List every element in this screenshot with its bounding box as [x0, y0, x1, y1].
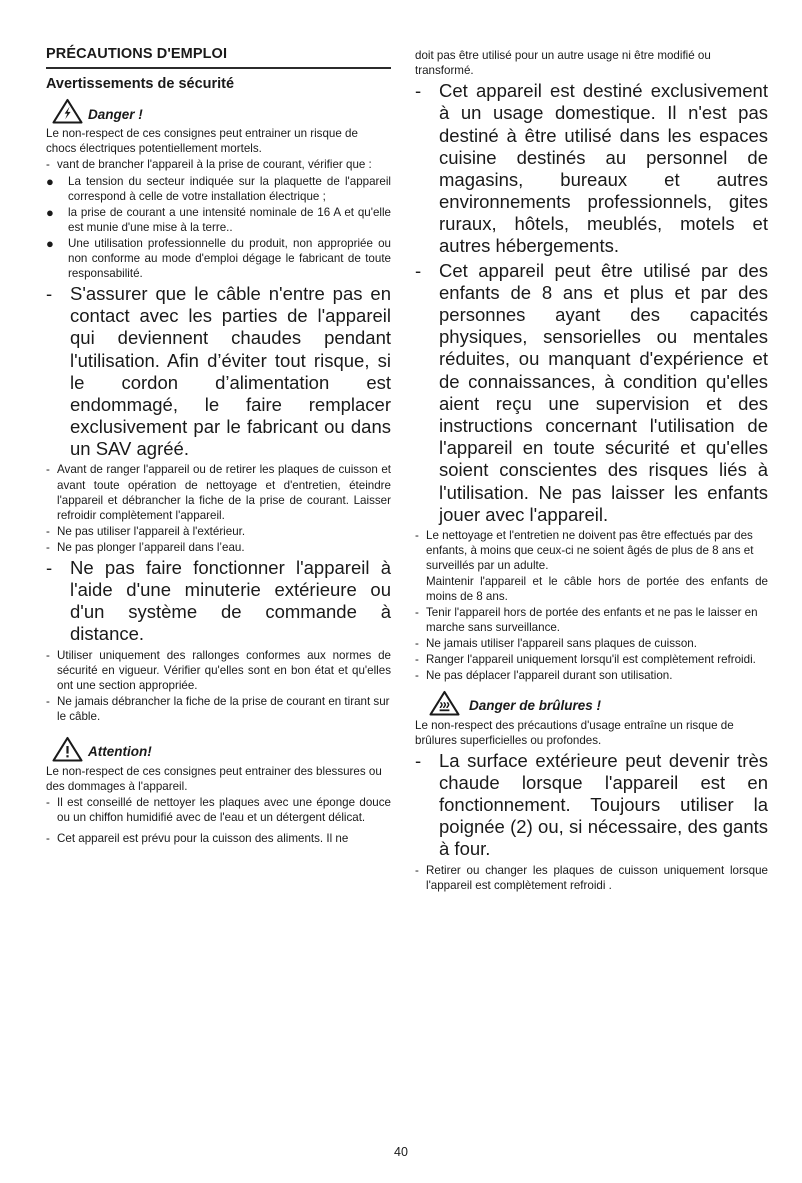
list-marker: -: [415, 259, 422, 281]
list-item-text: Utiliser uniquement des rallonges conformes aux normes de sécurité en vigueur. Vérifier qu'elles sont en bon état et qu'elles ont une section appropriée.: [57, 648, 391, 692]
list-marker: -: [415, 863, 419, 877]
list-marker: -: [415, 528, 419, 542]
list-item-text: Maintenir l'appareil et le câble hors de portée des enfants de moins de 8 ans.: [426, 575, 768, 604]
list-marker: -: [46, 524, 50, 538]
list-marker: -: [415, 749, 422, 771]
list-item: [46, 648, 391, 693]
list-item-text: Cet appareil peut être utilisé par des enfants de 8 ans et plus et par des personnes ayant des capacités physiques, sensorielles ou mentales réduites, ou manquant d'expérience et de connaissances, à condition qu'elles aient reçu une supervision et des instructions concernant l'utilisation de l'appareil en toute sécurité et qu'elles soient conscientes des risques liés à l'utilisation. Ne pas laisser les enfants jouer avec l'appareil.: [439, 259, 768, 525]
list-item-emphasised: [46, 283, 391, 461]
list-item: [46, 795, 391, 825]
list-marker: [415, 574, 426, 604]
list-item-text: vant de brancher l'appareil à la prise de courant, vérifier que :: [57, 158, 372, 172]
list-item-text: Le nettoyage et l'entretien ne doivent pas être effectués par des enfants, à moins que ceux-ci ne soient âgés de plus de 8 ans et surveillés par un adulte.: [426, 528, 754, 572]
list-marker: -: [415, 637, 419, 651]
list-item-text: Ne pas déplacer l'appareil durant son utilisation.: [426, 669, 673, 683]
list-item: [415, 863, 768, 893]
list-item-text: S'assurer que le câble n'entre pas en contact avec les parties de l'appareil qui deviennent chaudes pendant l'utilisation. Afin d’éviter tout risque, si le cordon d’alimentation est endommagé, le faire remplacer exclusivement par le fabricant ou dans un SAV agréé.: [70, 282, 391, 460]
burns-label: Danger de brûlures !: [469, 697, 602, 713]
list-item: [46, 205, 391, 235]
page-number: 40: [394, 1145, 408, 1159]
list-item-text: Ranger l'appareil uniquement lorsqu'il est complètement refroidi.: [426, 653, 756, 667]
list-item-text: Tenir l'appareil hors de portée des enfants et ne pas le laisser en marche sans surveillance.: [426, 606, 758, 635]
list-item-text: Ne pas utiliser l'appareil à l'extérieur.: [57, 524, 246, 538]
warning-triangle-hot-surface-icon: [429, 690, 460, 716]
attention-intro-text: Le non-respect de ces consignes peut entrainer des blessures ou des dommages à l'appareil.: [46, 764, 382, 793]
list-item-text: Une utilisation professionnelle du produit, non appropriée ou non conforme au mode d'emploi dégage le fabricant de toute responsabilité.: [68, 236, 391, 280]
list-item-text: Cet appareil est destiné exclusivement à un usage domestique. Il n'est pas destiné à être utilisé dans les espaces cuisine destinés au personnel de magasins, bureaux et autres environnements professionnels, gites ruraux, hôtels, meublés, motels et autres hébergements.: [439, 80, 768, 257]
attention-label: Attention!: [88, 744, 152, 760]
page-title: PRÉCAUTIONS D'EMPLOI: [46, 46, 391, 69]
list-item-emphasised: [415, 80, 768, 258]
burns-intro-text: Le non-respect des précautions d'usage entraîne un risque de brûlures superficielles ou profondes.: [415, 718, 734, 747]
list-item-text: Ne pas faire fonctionner l'appareil à l'aide d'une minuterie extérieure ou d'un système de commande à distance.: [70, 556, 391, 645]
danger-warning-header: [52, 98, 391, 124]
list-item: [46, 174, 391, 204]
list-item-text: Retirer ou changer les plaques de cuisson uniquement lorsque l'appareil est complètement refroidi .: [426, 863, 768, 892]
bullet-marker: ●: [46, 204, 54, 220]
right-column: [415, 46, 768, 894]
list-item: [46, 540, 391, 555]
list-marker: -: [415, 669, 419, 683]
list-item: [415, 636, 768, 651]
list-item: [46, 236, 391, 281]
list-marker: -: [46, 556, 53, 578]
list-item-text: Ne jamais utiliser l'appareil sans plaques de cuisson.: [426, 637, 697, 651]
list-item-text: La tension du secteur indiquée sur la plaquette de l'appareil correspond à celle de votre installation électrique ;: [68, 174, 391, 203]
warning-triangle-electric-shock-icon: [52, 98, 83, 124]
bullet-marker: ●: [46, 173, 54, 189]
list-marker: -: [415, 653, 419, 667]
list-marker: -: [46, 158, 50, 172]
list-item-text: Ne pas plonger l’appareil dans l’eau.: [57, 540, 245, 554]
list-marker: -: [46, 648, 50, 662]
list-item-emphasised: [46, 557, 391, 646]
list-marker: -: [46, 540, 50, 554]
list-item-text: Avant de ranger l'appareil ou de retirer les plaques de cuisson et avant toute opération de nettoyage et d'entretien, éteindre l'appareil et débrancher la fiche de la prise de courant. Laisser refroidir complètement l'appareil.: [57, 463, 391, 522]
list-marker: -: [46, 694, 50, 708]
list-item-text: Il est conseillé de nettoyer les plaques avec une éponge douce ou un chiffon humidifié avec de l'eau et un détergent délicat.: [57, 796, 391, 825]
list-marker: -: [46, 463, 50, 477]
list-item-emphasised: [415, 750, 768, 861]
section-subtitle: Avertissements de sécurité: [46, 75, 235, 92]
list-marker: -: [46, 832, 50, 846]
list-item: [415, 605, 768, 635]
bullet-marker: ●: [46, 235, 54, 251]
burns-warning-header: [429, 690, 768, 716]
list-item: [415, 528, 768, 573]
list-item-text: la prise de courant a une intensité nominale de 16 A et qu'elle est munie d'une mise à la terre..: [68, 205, 391, 234]
list-item-text: Ne jamais débrancher la fiche de la prise de courant en tirant sur le câble.: [57, 694, 390, 723]
danger-label: Danger !: [88, 106, 143, 122]
list-marker: -: [46, 282, 53, 304]
list-item: [415, 574, 768, 604]
list-item-text: La surface extérieure peut devenir très chaude lorsque l'appareil est en fonctionnement. Toujours utiliser la poignée (2) ou, si nécessaire, des gants à four.: [439, 749, 768, 860]
list-item-emphasised: [415, 260, 768, 526]
two-column-body: [46, 46, 768, 894]
warning-triangle-exclamation-icon: [52, 736, 83, 762]
list-item: [46, 524, 391, 539]
list-marker: -: [415, 80, 422, 102]
list-item: [415, 668, 768, 683]
list-item-text: Cet appareil est prévu pour la cuisson des aliments. Il ne: [57, 832, 349, 846]
list-marker: -: [46, 796, 50, 810]
list-item: [46, 694, 391, 724]
list-item: [46, 462, 391, 522]
list-marker: -: [415, 606, 419, 620]
list-item: [415, 652, 768, 667]
continuation-text: doit pas être utilisé pour un autre usage ni être modifié ou transformé.: [415, 49, 711, 78]
attention-warning-header: [52, 736, 391, 762]
left-column: [46, 46, 391, 847]
danger-intro-text: Le non-respect de ces consignes peut entrainer un risque de chocs électriques potentiellement mortels.: [46, 127, 358, 156]
list-item: [46, 157, 391, 172]
list-item: [46, 831, 391, 846]
